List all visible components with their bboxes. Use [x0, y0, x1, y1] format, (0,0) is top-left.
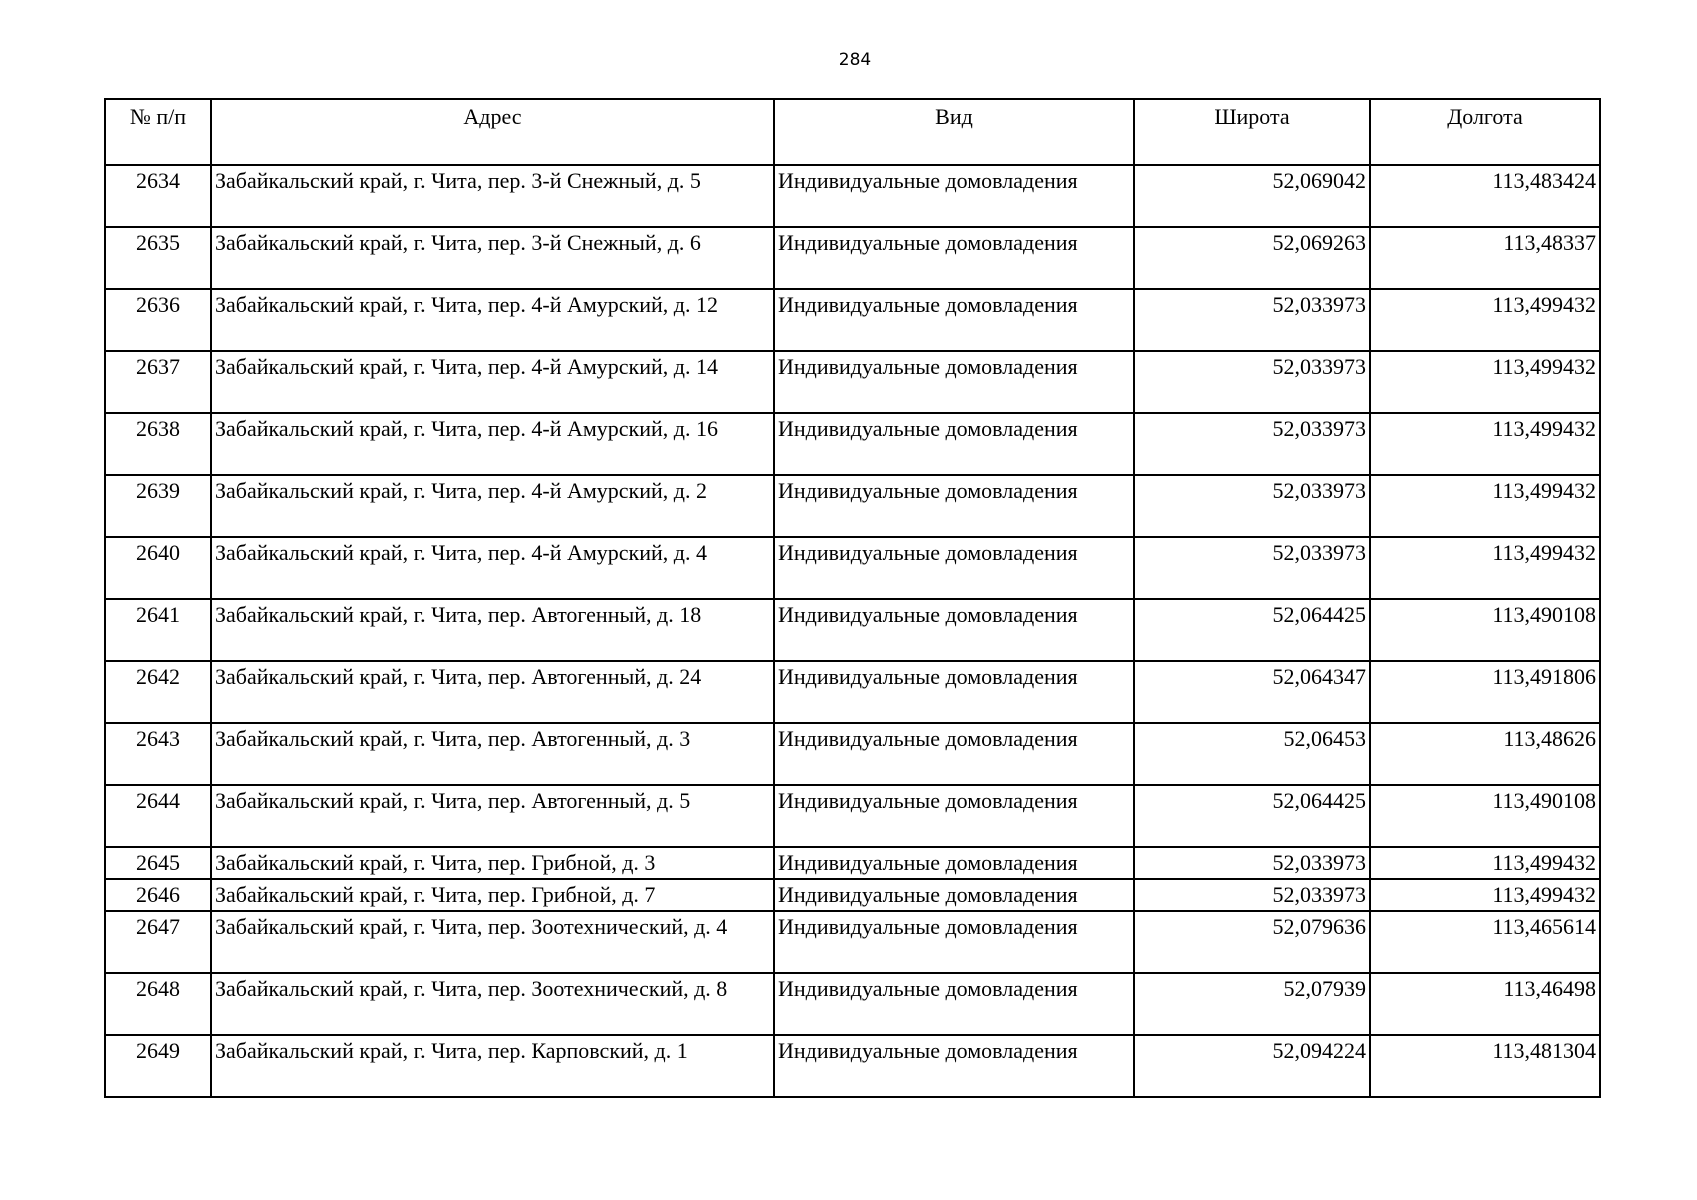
table-row — [105, 661, 1600, 723]
header-address: Адрес — [211, 99, 774, 165]
table-row — [105, 165, 1600, 227]
row-latitude: 52,033973 — [1134, 413, 1370, 475]
row-longitude: 113,465614 — [1370, 911, 1600, 973]
table-row — [105, 911, 1600, 973]
row-number: 2645 — [105, 847, 211, 879]
row-number: 2643 — [105, 723, 211, 785]
row-number: 2648 — [105, 973, 211, 1035]
row-address: Забайкальский край, г. Чита, пер. 4-й Амурский, д. 12 — [211, 289, 774, 351]
table-row — [105, 413, 1600, 475]
table-row — [105, 1035, 1600, 1097]
row-longitude: 113,499432 — [1370, 537, 1600, 599]
row-address: Забайкальский край, г. Чита, пер. Зоотехнический, д. 4 — [211, 911, 774, 973]
row-longitude: 113,490108 — [1370, 599, 1600, 661]
row-latitude: 52,069042 — [1134, 165, 1370, 227]
row-kind: Индивидуальные домовладения — [774, 973, 1134, 1035]
row-latitude: 52,06453 — [1134, 723, 1370, 785]
table-row — [105, 785, 1600, 847]
row-number: 2644 — [105, 785, 211, 847]
row-number: 2641 — [105, 599, 211, 661]
row-number: 2649 — [105, 1035, 211, 1097]
row-number: 2634 — [105, 165, 211, 227]
row-latitude: 52,064347 — [1134, 661, 1370, 723]
row-address: Забайкальский край, г. Чита, пер. Грибной, д. 3 — [211, 847, 774, 879]
header-kind: Вид — [774, 99, 1134, 165]
page-number: 284 — [838, 50, 872, 70]
row-latitude: 52,079636 — [1134, 911, 1370, 973]
table-row — [105, 475, 1600, 537]
row-longitude: 113,499432 — [1370, 847, 1600, 879]
row-longitude: 113,491806 — [1370, 661, 1600, 723]
row-latitude: 52,033973 — [1134, 289, 1370, 351]
row-latitude: 52,069263 — [1134, 227, 1370, 289]
row-kind: Индивидуальные домовладения — [774, 879, 1134, 911]
table-row — [105, 599, 1600, 661]
row-kind: Индивидуальные домовладения — [774, 1035, 1134, 1097]
row-longitude: 113,499432 — [1370, 289, 1600, 351]
row-longitude: 113,499432 — [1370, 879, 1600, 911]
row-address: Забайкальский край, г. Чита, пер. Грибной, д. 7 — [211, 879, 774, 911]
row-address: Забайкальский край, г. Чита, пер. 4-й Амурский, д. 16 — [211, 413, 774, 475]
row-kind: Индивидуальные домовладения — [774, 289, 1134, 351]
row-kind: Индивидуальные домовладения — [774, 475, 1134, 537]
row-address: Забайкальский край, г. Чита, пер. 4-й Амурский, д. 14 — [211, 351, 774, 413]
row-kind: Индивидуальные домовладения — [774, 723, 1134, 785]
row-address: Забайкальский край, г. Чита, пер. Автогенный, д. 3 — [211, 723, 774, 785]
row-longitude: 113,499432 — [1370, 475, 1600, 537]
row-kind: Индивидуальные домовладения — [774, 785, 1134, 847]
row-address: Забайкальский край, г. Чита, пер. 3-й Снежный, д. 5 — [211, 165, 774, 227]
table-row — [105, 723, 1600, 785]
row-kind: Индивидуальные домовладения — [774, 351, 1134, 413]
table-header-row — [105, 99, 1600, 165]
table-row — [105, 351, 1600, 413]
row-number: 2642 — [105, 661, 211, 723]
table-row — [105, 537, 1600, 599]
row-number: 2647 — [105, 911, 211, 973]
row-latitude: 52,033973 — [1134, 537, 1370, 599]
row-latitude: 52,033973 — [1134, 847, 1370, 879]
row-address: Забайкальский край, г. Чита, пер. Карповский, д. 1 — [211, 1035, 774, 1097]
row-address: Забайкальский край, г. Чита, пер. Автогенный, д. 24 — [211, 661, 774, 723]
row-number: 2638 — [105, 413, 211, 475]
row-address: Забайкальский край, г. Чита, пер. Автогенный, д. 5 — [211, 785, 774, 847]
row-latitude: 52,033973 — [1134, 475, 1370, 537]
row-kind: Индивидуальные домовладения — [774, 847, 1134, 879]
row-address: Забайкальский край, г. Чита, пер. Автогенный, д. 18 — [211, 599, 774, 661]
row-kind: Индивидуальные домовладения — [774, 911, 1134, 973]
table-row — [105, 973, 1600, 1035]
row-longitude: 113,483424 — [1370, 165, 1600, 227]
row-kind: Индивидуальные домовладения — [774, 165, 1134, 227]
row-number: 2637 — [105, 351, 211, 413]
table-row — [105, 227, 1600, 289]
row-latitude: 52,094224 — [1134, 1035, 1370, 1097]
row-kind: Индивидуальные домовладения — [774, 413, 1134, 475]
row-longitude: 113,490108 — [1370, 785, 1600, 847]
row-kind: Индивидуальные домовладения — [774, 599, 1134, 661]
table-row — [105, 289, 1600, 351]
row-address: Забайкальский край, г. Чита, пер. Зоотехнический, д. 8 — [211, 973, 774, 1035]
row-address: Забайкальский край, г. Чита, пер. 4-й Амурский, д. 4 — [211, 537, 774, 599]
header-number: № п/п — [105, 99, 211, 165]
row-number: 2636 — [105, 289, 211, 351]
table-row — [105, 879, 1600, 911]
row-latitude: 52,07939 — [1134, 973, 1370, 1035]
row-longitude: 113,499432 — [1370, 413, 1600, 475]
row-latitude: 52,064425 — [1134, 599, 1370, 661]
row-longitude: 113,481304 — [1370, 1035, 1600, 1097]
row-longitude: 113,48337 — [1370, 227, 1600, 289]
row-latitude: 52,033973 — [1134, 351, 1370, 413]
header-longitude: Долгота — [1370, 99, 1600, 165]
table-row — [105, 847, 1600, 879]
row-kind: Индивидуальные домовладения — [774, 227, 1134, 289]
row-address: Забайкальский край, г. Чита, пер. 3-й Снежный, д. 6 — [211, 227, 774, 289]
row-number: 2639 — [105, 475, 211, 537]
row-latitude: 52,033973 — [1134, 879, 1370, 911]
row-number: 2640 — [105, 537, 211, 599]
row-number: 2646 — [105, 879, 211, 911]
row-longitude: 113,48626 — [1370, 723, 1600, 785]
header-latitude: Широта — [1134, 99, 1370, 165]
row-latitude: 52,064425 — [1134, 785, 1370, 847]
row-kind: Индивидуальные домовладения — [774, 537, 1134, 599]
address-table — [104, 98, 1601, 1098]
row-longitude: 113,499432 — [1370, 351, 1600, 413]
row-kind: Индивидуальные домовладения — [774, 661, 1134, 723]
row-number: 2635 — [105, 227, 211, 289]
row-address: Забайкальский край, г. Чита, пер. 4-й Амурский, д. 2 — [211, 475, 774, 537]
row-longitude: 113,46498 — [1370, 973, 1600, 1035]
